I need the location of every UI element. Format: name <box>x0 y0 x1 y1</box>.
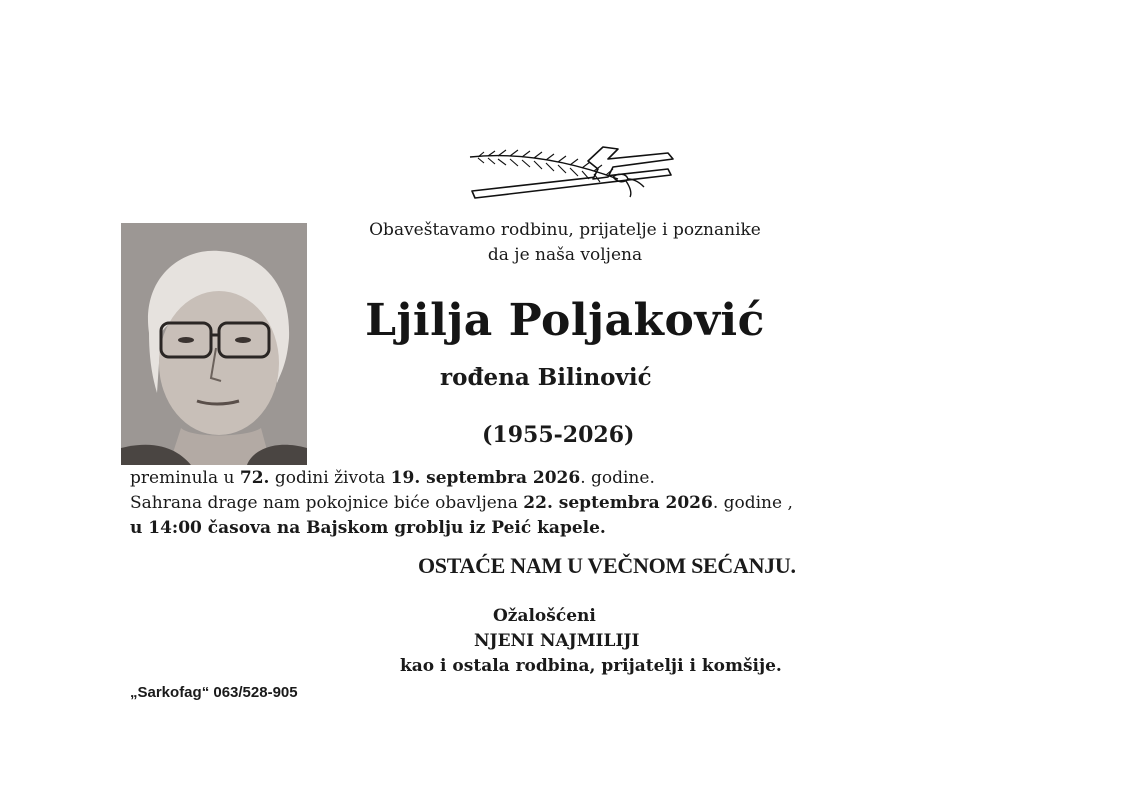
life-years: (1955-2026) <box>482 422 635 448</box>
death-age: 72. <box>239 468 270 488</box>
cross-with-palm-icon <box>468 143 678 201</box>
funeral-time-place: u 14:00 časova na Bajskom groblju iz Peić kapele. <box>130 518 606 538</box>
intro-line-1: Obaveštavamo rodbinu, prijatelje i poznanike <box>369 220 761 240</box>
funeral-agency: „Sarkofag“ 063/528-905 <box>130 684 298 701</box>
signature-mourners: Ožalošćeni <box>493 606 596 626</box>
intro-line-2: da je naša voljena <box>487 245 643 265</box>
remembrance-motto: OSTAĆE NAM U VEČNOM SEĆANJU. <box>418 553 796 578</box>
signature-others: kao i ostala rodbina, prijatelji i komšije. <box>400 656 782 676</box>
signature-family: NJENI NAJMILIJI <box>474 631 640 651</box>
death-date: 19. septembra 2026 <box>390 468 581 488</box>
funeral-details <box>130 493 793 513</box>
death-text-1: preminula u <box>130 468 240 488</box>
portrait-photo <box>121 223 307 465</box>
death-text-2: godini života <box>269 468 391 488</box>
funeral-text-2: . godine , <box>712 493 793 513</box>
death-details <box>130 468 655 488</box>
funeral-text-1: Sahrana drage nam pokojnice biće obavljena <box>130 493 524 513</box>
maiden-name: rođena Bilinović <box>440 364 652 391</box>
deceased-name: Ljilja Poljaković <box>365 295 765 346</box>
funeral-date: 22. septembra 2026 <box>523 493 713 513</box>
death-text-3: . godine. <box>580 468 655 488</box>
